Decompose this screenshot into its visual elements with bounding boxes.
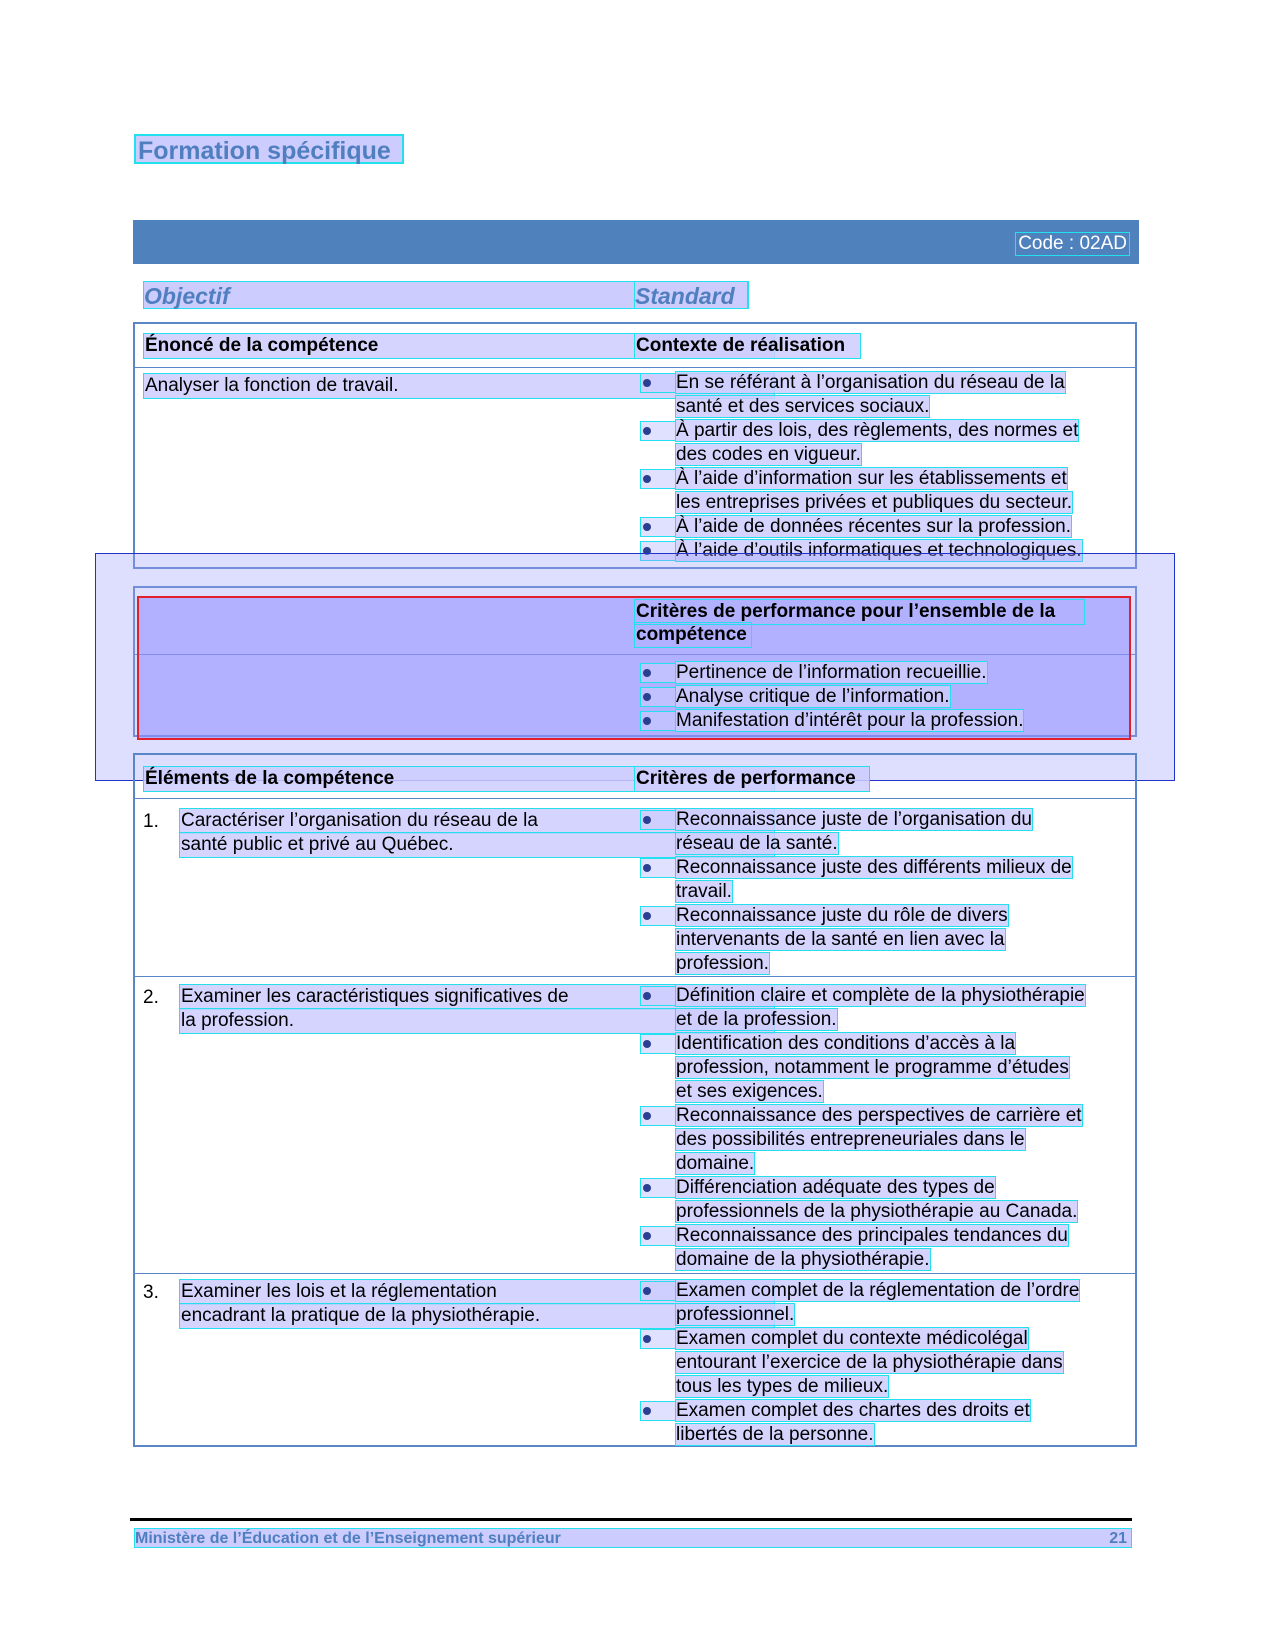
bullet-icon [643, 1112, 651, 1120]
bullet-icon [643, 717, 651, 725]
bullet-text-line: Reconnaissance juste du rôle de divers [676, 905, 1008, 926]
element-criterion-item [640, 856, 1130, 904]
bullet-text-line: des codes en vigueur. [676, 444, 861, 465]
context-item [640, 371, 1130, 419]
element-criterion-item [640, 984, 1130, 1032]
element-criterion-item [640, 1104, 1130, 1176]
bullet-text-line: professionnels de la physiothérapie au Canada. [676, 1201, 1078, 1222]
bullet-text-line: Différenciation adéquate des types de [676, 1177, 995, 1198]
context-item [640, 419, 1130, 467]
element-criteria-list [640, 808, 1130, 976]
bullet-icon [643, 1335, 651, 1343]
objective-heading: Objectif [143, 281, 749, 309]
bullet-text-line: Reconnaissance juste des différents milieux de [676, 857, 1072, 878]
overall-criteria-list [640, 661, 1130, 733]
statement-col2-header: Contexte de réalisation [634, 333, 861, 359]
bullet-icon [643, 1040, 651, 1048]
page-heading: Formation spécifique [134, 134, 404, 164]
bullet-text-line: Examen complet des chartes des droits et [676, 1400, 1030, 1421]
bullet-icon [643, 816, 651, 824]
bullet-text-line: Pertinence de l’information recueillie. [676, 662, 987, 683]
competency-code: Code : 02AD [1015, 232, 1130, 256]
bullet-text-line: Identification des conditions d’accès à la [676, 1033, 1016, 1054]
element-text-line: santé public et privé au Québec. [179, 832, 775, 858]
bullet-text-line: profession, notamment le programme d’études [676, 1057, 1069, 1078]
element-text-line: Examiner les lois et la réglementation [179, 1279, 775, 1305]
element-criterion-item [640, 1032, 1130, 1104]
bullet-icon [643, 1232, 651, 1240]
context-item [640, 515, 1130, 539]
bullet-icon [643, 669, 651, 677]
element-criteria-list [640, 984, 1130, 1272]
bullet-icon [643, 864, 651, 872]
element-criterion-item [640, 808, 1130, 856]
bullet-text-line: À l’aide d’information sur les établissements et [676, 468, 1067, 489]
overall-criterion-item [640, 709, 1130, 733]
element-criteria-list [640, 1279, 1130, 1447]
element-criterion-item [640, 1279, 1130, 1327]
context-item [640, 467, 1130, 515]
bullet-icon [643, 912, 651, 920]
bullet-text-line: des possibilités entrepreneuriales dans le [676, 1129, 1025, 1150]
bullet-icon [643, 475, 651, 483]
overall-criteria-header-2: compétence [634, 622, 752, 648]
element-criterion-item [640, 1176, 1130, 1224]
bullet-text-line: Analyse critique de l’information. [676, 686, 950, 707]
bullet-text-line: Définition claire et complète de la physiothérapie [676, 985, 1085, 1006]
element-text-line: Caractériser l’organisation du réseau de la [179, 808, 775, 834]
bullet-icon [643, 1287, 651, 1295]
bullet-text-line: intervenants de la santé en lien avec la [676, 929, 1005, 950]
bullet-text-line: À partir des lois, des règlements, des normes et [676, 420, 1079, 441]
context-list [640, 371, 1130, 563]
bullet-text-line: entourant l’exercice de la physiothérapie dans [676, 1352, 1063, 1373]
element-text-line: encadrant la pratique de la physiothérapie. [179, 1303, 775, 1329]
element-criterion-item [640, 1327, 1130, 1399]
element-text-line: la profession. [179, 1008, 775, 1034]
bullet-text-line: Manifestation d’intérêt pour la profession. [676, 710, 1024, 731]
bullet-text-line: libertés de la personne. [676, 1424, 874, 1445]
bullet-icon [643, 523, 651, 531]
bullet-text-line: réseau de la santé. [676, 833, 838, 854]
bullet-text-line: Examen complet de la réglementation de l’ordre [676, 1280, 1080, 1301]
elements-col1-header: Éléments de la compétence [143, 766, 775, 792]
footer-rule [130, 1518, 1132, 1521]
bullet-text-line: les entreprises privées et publiques du secteur. [676, 492, 1073, 513]
bullet-text-line: professionnel. [676, 1304, 795, 1325]
bullet-text-line: domaine de la physiothérapie. [676, 1249, 930, 1270]
bullet-icon [643, 1184, 651, 1192]
overall-criterion-item [640, 661, 1130, 685]
code-bar [133, 220, 1139, 264]
bullet-icon [643, 427, 651, 435]
bullet-text-line: Reconnaissance des principales tendances du [676, 1225, 1068, 1246]
bullet-icon [643, 693, 651, 701]
bullet-text-line: et ses exigences. [676, 1081, 823, 1102]
bullet-icon [643, 1407, 651, 1415]
element-number: 2. [143, 987, 159, 1008]
bullet-text-line: Reconnaissance des perspectives de carrière et [676, 1105, 1082, 1126]
element-number: 1. [143, 811, 159, 832]
bullet-text-line: Reconnaissance juste de l’organisation du [676, 809, 1032, 830]
element-text-line: Examiner les caractéristiques significatives de [179, 984, 775, 1010]
competency-statement: Analyser la fonction de travail. [143, 373, 775, 399]
bullet-icon [643, 379, 651, 387]
element-number: 3. [143, 1282, 159, 1303]
statement-col1-header: Énoncé de la compétence [143, 333, 775, 359]
bullet-text-line: À l’aide d’outils informatiques et technologiques. [676, 540, 1082, 561]
element-criterion-item [640, 1224, 1130, 1272]
bullet-text-line: Examen complet du contexte médicolégal [676, 1328, 1028, 1349]
bullet-icon [643, 992, 651, 1000]
bullet-text-line: domaine. [676, 1153, 755, 1174]
element-criterion-item [640, 1399, 1130, 1447]
bullet-text-line: En se référant à l’organisation du réseau de la [676, 372, 1065, 393]
bullet-text-line: À l’aide de données récentes sur la profession. [676, 516, 1072, 537]
page-number: 21 [1109, 1530, 1127, 1547]
bullet-text-line: profession. [676, 953, 769, 974]
bullet-text-line: santé et des services sociaux. [676, 396, 930, 417]
standard-heading: Standard [634, 281, 748, 309]
overall-criterion-item [640, 685, 1130, 709]
footer-ministry: Ministère de l’Éducation et de l’Enseignement supérieur [135, 1530, 561, 1547]
bullet-text-line: travail. [676, 881, 732, 902]
elements-col2-header: Critères de performance [634, 766, 870, 792]
element-criterion-item [640, 904, 1130, 976]
overall-criteria-header-1: Critères de performance pour l’ensemble de la [634, 599, 1085, 625]
footer [134, 1528, 1132, 1548]
bullet-text-line: et de la profession. [676, 1009, 837, 1030]
bullet-text-line: tous les types de milieux. [676, 1376, 889, 1397]
